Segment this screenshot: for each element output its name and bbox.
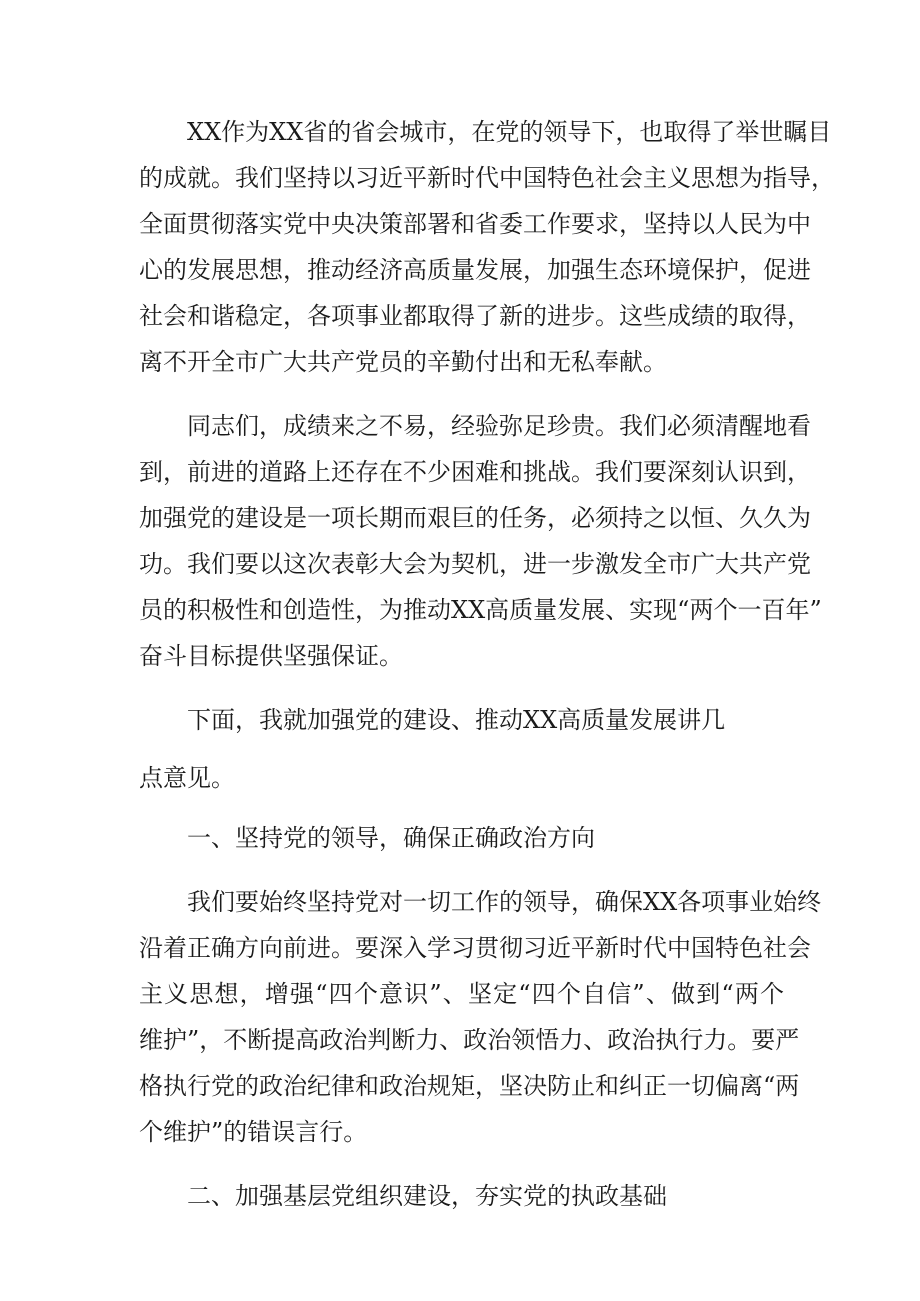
paragraph-1-line-3: 全面贯彻落实党中央决策部署和省委工作要求，坚持以人民为中 xyxy=(139,210,811,238)
section-heading-2: 二、加强基层党组织建设，夯实党的执政基础 xyxy=(187,1182,667,1210)
paragraph-4-line-3: 主义思想，增强“四个意识”、坚定“四个自信”、做到“两个 xyxy=(139,980,784,1008)
paragraph-2-line-5: 员的积极性和创造性，为推动XX高质量发展、实现“两个一百年” xyxy=(139,596,822,624)
paragraph-1-line-6: 离不开全市广大共产党员的辛勤付出和无私奉献。 xyxy=(139,348,667,376)
paragraph-3-line-1: 下面，我就加强党的建设、推动XX高质量发展讲几 xyxy=(187,706,726,734)
paragraph-3-line-2: 点意见。 xyxy=(139,764,235,792)
paragraph-2-line-6: 奋斗目标提供坚强保证。 xyxy=(139,642,403,670)
paragraph-2-line-3: 加强党的建设是一项长期而艰巨的任务，必须持之以恒、久久为 xyxy=(139,504,811,532)
paragraph-2-line-4: 功。我们要以这次表彰大会为契机，进一步激发全市广大共产党 xyxy=(139,550,811,578)
paragraph-1-line-2: 的成就。我们坚持以习近平新时代中国特色社会主义思想为指导， xyxy=(139,164,835,192)
paragraph-1-line-4: 心的发展思想，推动经济高质量发展，加强生态环境保护，促进 xyxy=(139,256,811,284)
paragraph-4-line-1: 我们要始终坚持党对一切工作的领导，确保XX各项事业始终 xyxy=(187,888,822,916)
paragraph-4-line-2: 沿着正确方向前进。要深入学习贯彻习近平新时代中国特色社会 xyxy=(139,934,811,962)
paragraph-4-line-4: 维护”，不断提高政治判断力、政治领悟力、政治执行力。要严 xyxy=(139,1026,800,1054)
paragraph-4-line-6: 个维护”的错误言行。 xyxy=(139,1118,368,1146)
paragraph-2-line-1: 同志们，成绩来之不易，经验弥足珍贵。我们必须清醒地看 xyxy=(187,412,811,440)
paragraph-1-line-5: 社会和谐稳定，各项事业都取得了新的进步。这些成绩的取得， xyxy=(139,302,811,330)
section-heading-1: 一、坚持党的领导，确保正确政治方向 xyxy=(187,824,595,852)
paragraph-4-line-5: 格执行党的政治纪律和政治规矩，坚决防止和纠正一切偏离“两 xyxy=(139,1072,800,1100)
paragraph-1-line-1: XX作为XX省的省会城市，在党的领导下，也取得了举世瞩目 xyxy=(187,118,832,146)
paragraph-2-line-2: 到，前进的道路上还存在不少困难和挑战。我们要深刻认识到， xyxy=(139,458,811,486)
